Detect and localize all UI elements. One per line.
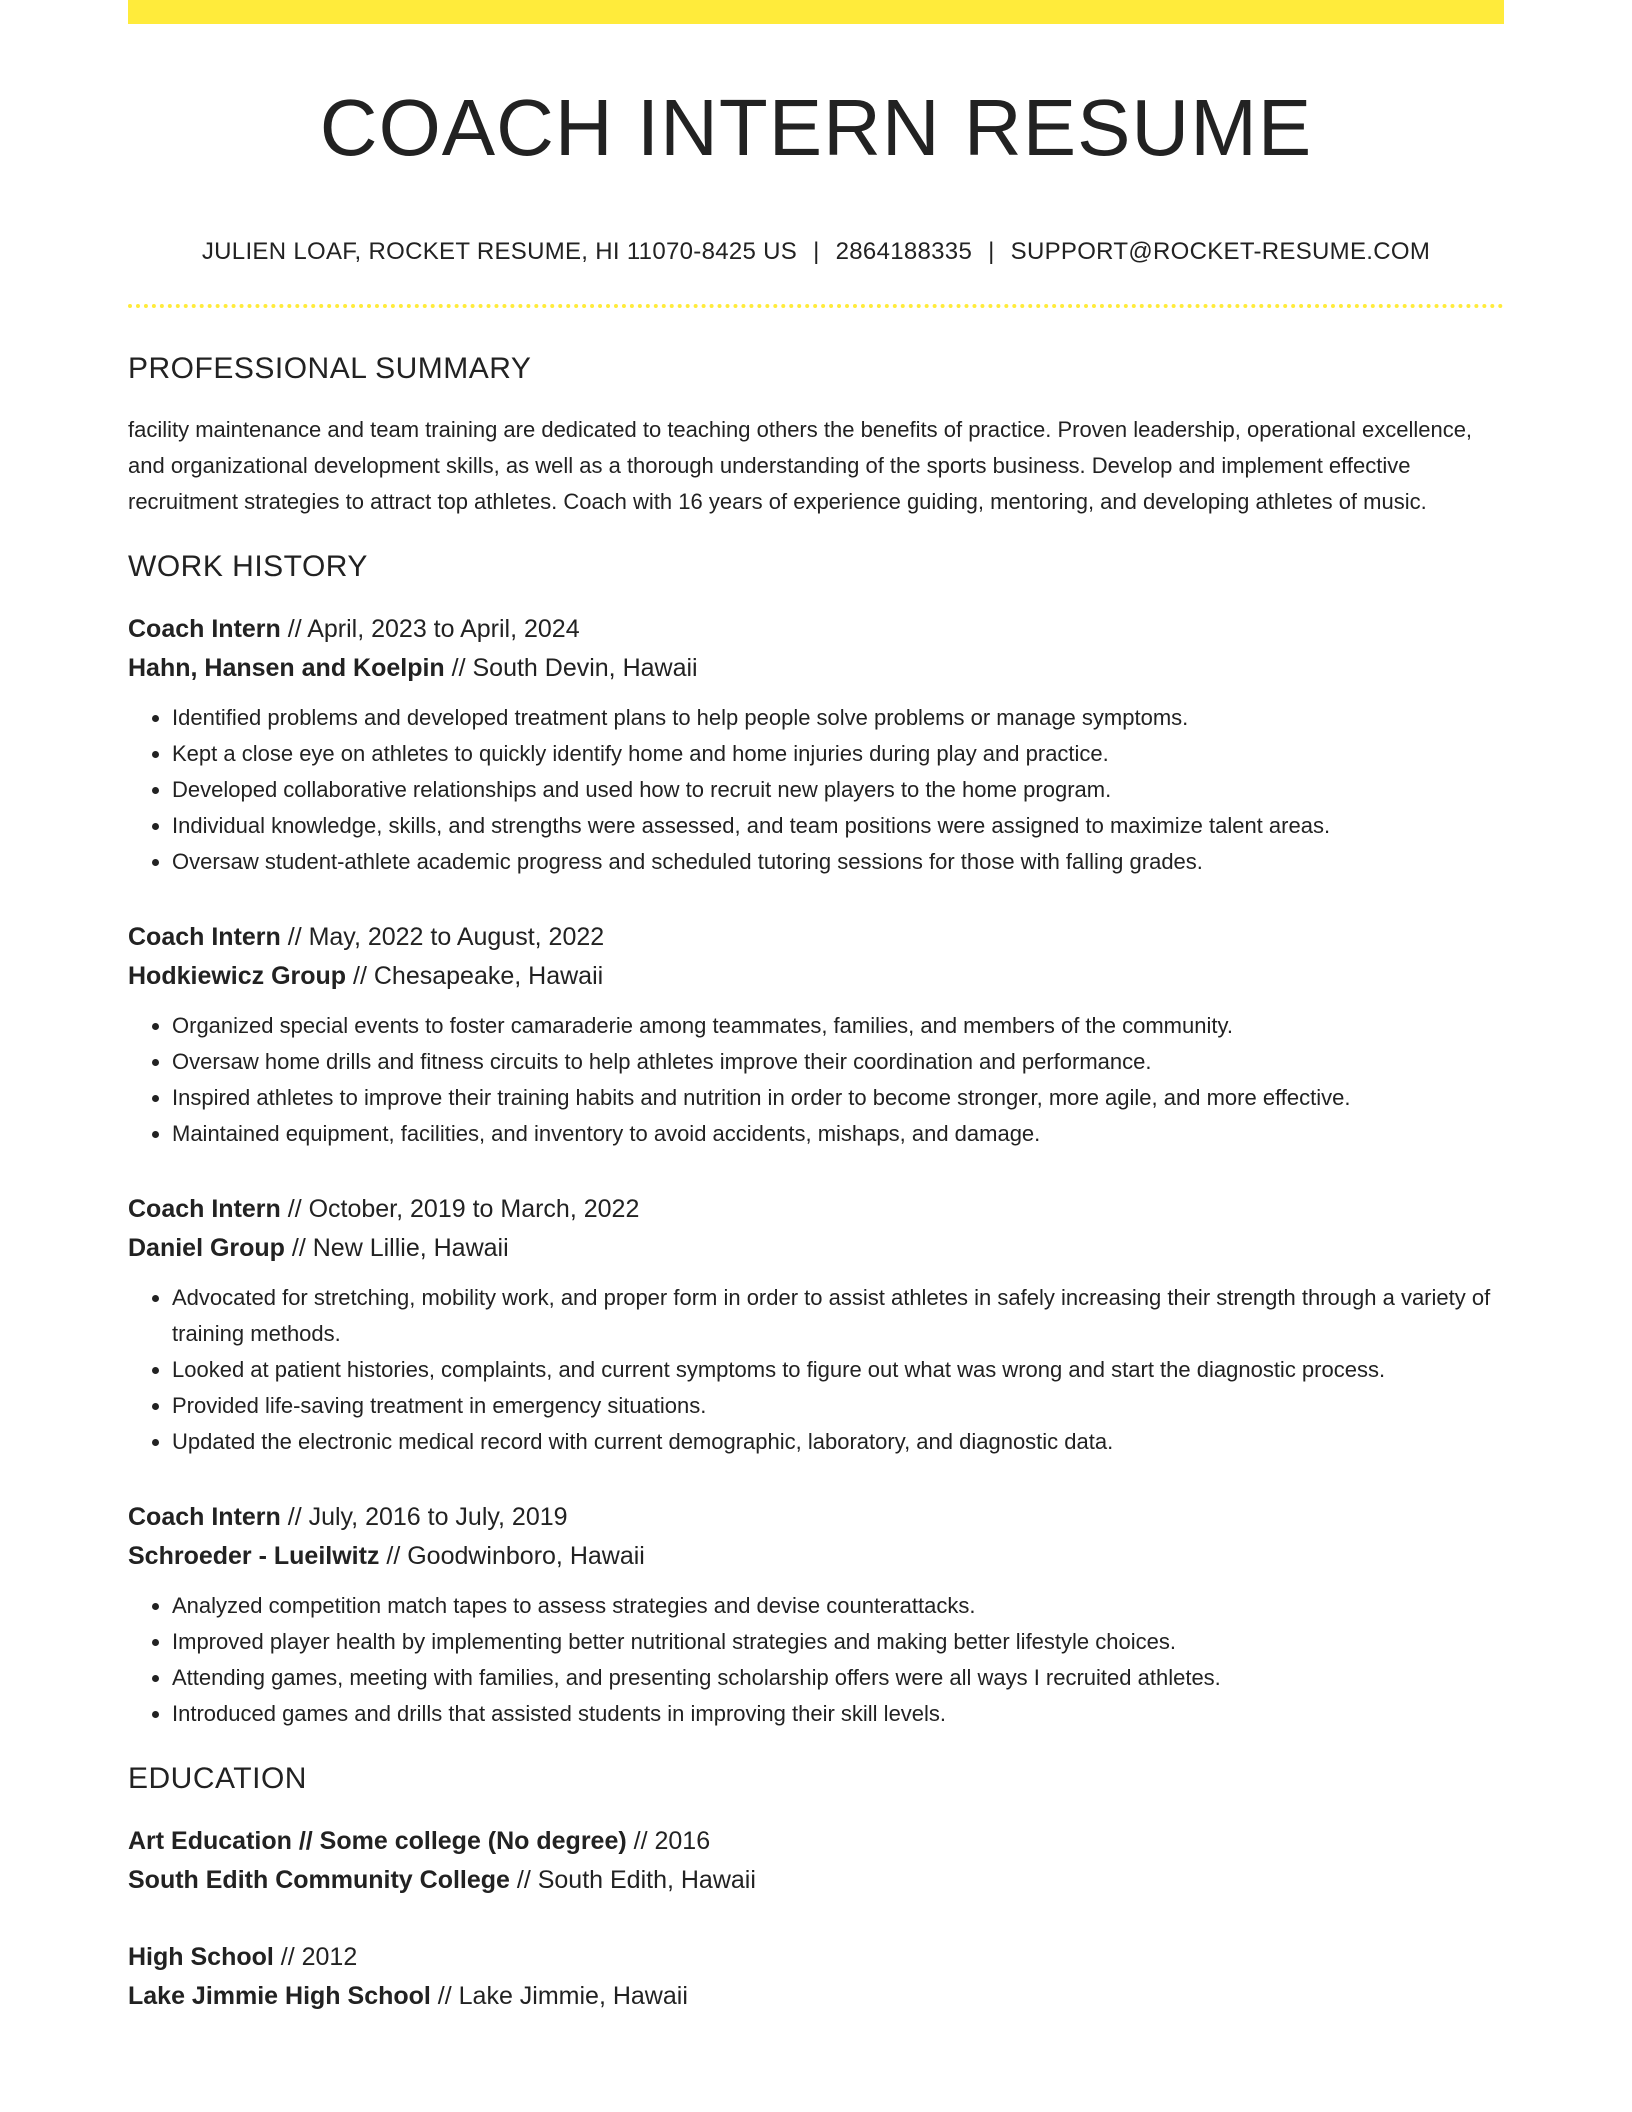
job-bullets xyxy=(128,700,1504,880)
job-dates: // July, 2016 to July, 2019 xyxy=(280,1503,568,1531)
contact-address: JULIEN LOAF, ROCKET RESUME, HI 11070-8425 US xyxy=(201,238,798,265)
job-dates: // April, 2023 to April, 2024 xyxy=(280,615,580,643)
job-bullet: • Developed collaborative relationships and used how to recruit new players to the home program. xyxy=(172,772,1504,808)
job-title: Coach Intern xyxy=(128,923,281,951)
job-location: // New Lillie, Hawaii xyxy=(284,1234,509,1262)
job-title-line xyxy=(128,610,1504,649)
job-company: Hodkiewicz Group xyxy=(128,962,347,990)
job-title: Coach Intern xyxy=(128,615,281,643)
education-school-line xyxy=(128,1861,1504,1900)
education-location: // Lake Jimmie, Hawaii xyxy=(430,1982,688,2010)
education-school-line xyxy=(128,1977,1504,2016)
education-school: South Edith Community College xyxy=(128,1866,510,1894)
education-location: // South Edith, Hawaii xyxy=(509,1866,756,1894)
job-bullet: • Analyzed competition match tapes to assess strategies and devise counterattacks. xyxy=(172,1588,1504,1624)
job-company-line xyxy=(128,1537,1504,1576)
job-bullets xyxy=(128,1588,1504,1732)
job-bullet: • Introduced games and drills that assisted students in improving their skill levels. xyxy=(172,1696,1504,1732)
job-bullets xyxy=(128,1008,1504,1152)
education-degree-line xyxy=(128,1822,1504,1861)
education-degree-line xyxy=(128,1938,1504,1977)
job-entry xyxy=(128,610,1504,880)
contact-phone: 2864188335 xyxy=(835,238,973,265)
education-entry xyxy=(128,1938,1504,2016)
contact-separator: | xyxy=(813,238,820,265)
job-bullet: • Oversaw home drills and fitness circuits to help athletes improve their coordination and performance. xyxy=(172,1044,1504,1080)
job-bullet: • Maintained equipment, facilities, and inventory to avoid accidents, mishaps, and damage. xyxy=(172,1116,1504,1152)
job-bullets xyxy=(128,1280,1504,1460)
job-bullet: • Individual knowledge, skills, and strengths were assessed, and team positions were assigned to maximize talent areas. xyxy=(172,808,1504,844)
job-bullet: • Oversaw student-athlete academic progress and scheduled tutoring sessions for those with falling grades. xyxy=(172,844,1504,880)
job-title-line xyxy=(128,1190,1504,1229)
work-history-list xyxy=(128,610,1504,1732)
job-location: // Goodwinboro, Hawaii xyxy=(379,1542,645,1570)
job-company-line xyxy=(128,957,1504,996)
job-bullet: • Looked at patient histories, complaints, and current symptoms to figure out what was wrong and start the diagnostic process. xyxy=(172,1352,1504,1388)
job-bullet: • Improved player health by implementing better nutritional strategies and making better lifestyle choices. xyxy=(172,1624,1504,1660)
job-bullet: • Kept a close eye on athletes to quickly identify home and home injuries during play and practice. xyxy=(172,736,1504,772)
dotted-divider xyxy=(128,304,1504,308)
job-title: Coach Intern xyxy=(128,1195,281,1223)
contact-line xyxy=(128,238,1504,266)
resume-title: COACH INTERN RESUME xyxy=(319,83,1313,172)
education-degree: Art Education // Some college (No degree) xyxy=(128,1827,627,1855)
contact-email: SUPPORT@ROCKET-RESUME.COM xyxy=(1010,238,1431,265)
job-dates: // October, 2019 to March, 2022 xyxy=(280,1195,640,1223)
job-entry xyxy=(128,918,1504,1152)
education-school: Lake Jimmie High School xyxy=(128,1982,431,2010)
job-location: // Chesapeake, Hawaii xyxy=(346,962,604,990)
education-heading: EDUCATION xyxy=(128,1762,307,1795)
summary-text: facility maintenance and team training are dedicated to teaching others the benefits of practice. Proven leadership, operational excellence, and organizational development skills, as well as a thorough understanding of the sports business. Develop and implement effective recruitment strategies to attract top athletes. Coach with 16 years of experience guiding, mentoring, and developing athletes of music. xyxy=(128,417,1473,514)
job-company-line xyxy=(128,649,1504,688)
education-entry xyxy=(128,1822,1504,1900)
job-bullet: • Attending games, meeting with families, and presenting scholarship offers were all ways I recruited athletes. xyxy=(172,1660,1504,1696)
education-degree: High School xyxy=(128,1943,274,1971)
job-company-line xyxy=(128,1229,1504,1268)
resume-page xyxy=(128,0,1504,2016)
job-title-line xyxy=(128,1498,1504,1537)
job-company: Schroeder - Lueilwitz xyxy=(128,1542,380,1570)
job-bullet: • Provided life-saving treatment in emergency situations. xyxy=(172,1388,1504,1424)
job-entry xyxy=(128,1498,1504,1732)
accent-top-bar xyxy=(128,0,1504,24)
job-company: Daniel Group xyxy=(128,1234,285,1262)
job-bullet: • Inspired athletes to improve their training habits and nutrition in order to become stronger, more agile, and more effective. xyxy=(172,1080,1504,1116)
work-history-heading: WORK HISTORY xyxy=(128,550,368,583)
job-bullet: • Updated the electronic medical record with current demographic, laboratory, and diagnostic data. xyxy=(172,1424,1504,1460)
job-location: // South Devin, Hawaii xyxy=(444,654,698,682)
job-title: Coach Intern xyxy=(128,1503,281,1531)
education-year: // 2012 xyxy=(273,1943,358,1971)
job-entry xyxy=(128,1190,1504,1460)
job-title-line xyxy=(128,918,1504,957)
summary-heading: PROFESSIONAL SUMMARY xyxy=(128,352,532,385)
job-bullet: • Organized special events to foster camaraderie among teammates, families, and members of the community. xyxy=(172,1008,1504,1044)
job-company: Hahn, Hansen and Koelpin xyxy=(128,654,445,682)
contact-separator: | xyxy=(988,238,995,265)
job-dates: // May, 2022 to August, 2022 xyxy=(280,923,605,951)
job-bullet: • Advocated for stretching, mobility work, and proper form in order to assist athletes in safely increasing their strength through a variety of training methods. xyxy=(172,1280,1504,1352)
education-year: // 2016 xyxy=(626,1827,711,1855)
job-bullet: • Identified problems and developed treatment plans to help people solve problems or manage symptoms. xyxy=(172,700,1504,736)
